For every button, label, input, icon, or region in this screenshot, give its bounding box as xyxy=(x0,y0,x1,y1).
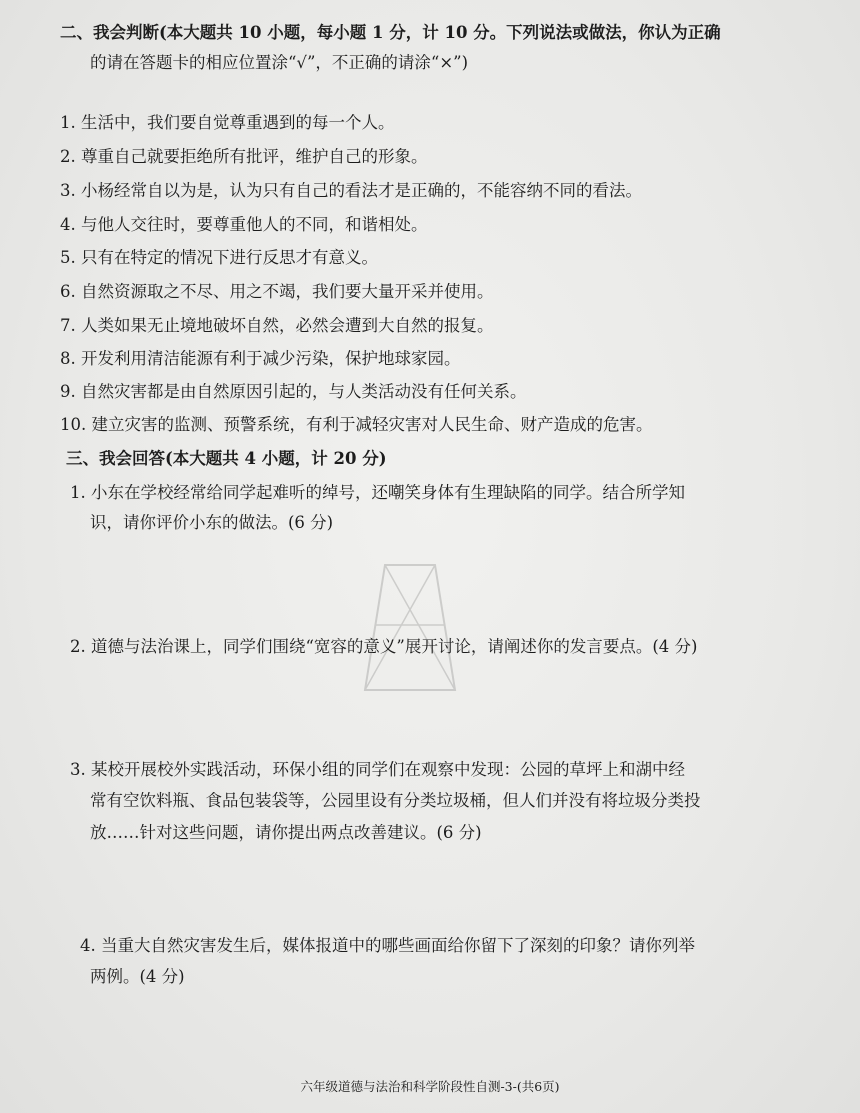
judge-item-8: 8. 开发利用清洁能源有利于减少污染，保护地球家园。 xyxy=(60,349,461,368)
question1-line2: 识，请你评价小东的做法。(6 分) xyxy=(90,513,334,532)
judge-item-3: 3. 小杨经常自以为是，认为只有自己的看法才是正确的，不能容纳不同的看法。 xyxy=(60,181,642,200)
question4-line1: 4. 当重大自然灾害发生后，媒体报道中的哪些画面给你留下了深刻的印象？请你列举 xyxy=(80,936,695,955)
question3-line2: 常有空饮料瓶、食品包装袋等，公园里设有分类垃圾桶，但人们并没有将垃圾分类投 xyxy=(90,791,701,810)
bleed-through-diagram-icon xyxy=(355,560,465,695)
page-footer: 六年级道德与法治和科学阶段性自测-3-(共6页) xyxy=(300,1079,560,1094)
judge-item-5: 5. 只有在特定的情况下进行反思才有意义。 xyxy=(60,248,378,267)
judge-item-1: 1. 生活中，我们要自觉尊重遇到的每一个人。 xyxy=(60,113,395,132)
section2-heading-line2: 的请在答题卡的相应位置涂“√”，不正确的请涂“×”) xyxy=(90,53,469,72)
question3-line3: 放……针对这些问题，请你提出两点改善建议。(6 分) xyxy=(90,823,482,842)
section2-heading-line1: 二、我会判断(本大题共 10 小题，每小题 1 分，计 10 分。下列说法或做法，你认为正确 xyxy=(60,23,721,42)
section3-heading: 三、我会回答(本大题共 4 小题，计 20 分) xyxy=(66,449,387,468)
judge-item-6: 6. 自然资源取之不尽、用之不竭，我们要大量开采并使用。 xyxy=(60,282,494,301)
judge-item-7: 7. 人类如果无止境地破坏自然，必然会遭到大自然的报复。 xyxy=(60,316,494,335)
judge-item-10: 10. 建立灾害的监测、预警系统，有利于减轻灾害对人民生命、财产造成的危害。 xyxy=(60,415,653,434)
question4-line2: 两例。(4 分) xyxy=(90,967,185,986)
judge-item-4: 4. 与他人交往时，要尊重他人的不同，和谐相处。 xyxy=(60,215,428,234)
question2-line1: 2. 道德与法治课上，同学们围绕“宽容的意义”展开讨论，请阐述你的发言要点。(4 分) xyxy=(70,637,698,656)
judge-item-2: 2. 尊重自己就要拒绝所有批评，维护自己的形象。 xyxy=(60,147,428,166)
question1-line1: 1. 小东在学校经常给同学起难听的绰号，还嘲笑身体有生理缺陷的同学。结合所学知 xyxy=(70,483,685,502)
judge-item-9: 9. 自然灾害都是由自然原因引起的，与人类活动没有任何关系。 xyxy=(60,382,527,401)
question3-line1: 3. 某校开展校外实践活动，环保小组的同学们在观察中发现：公园的草坪上和湖中经 xyxy=(70,760,685,779)
